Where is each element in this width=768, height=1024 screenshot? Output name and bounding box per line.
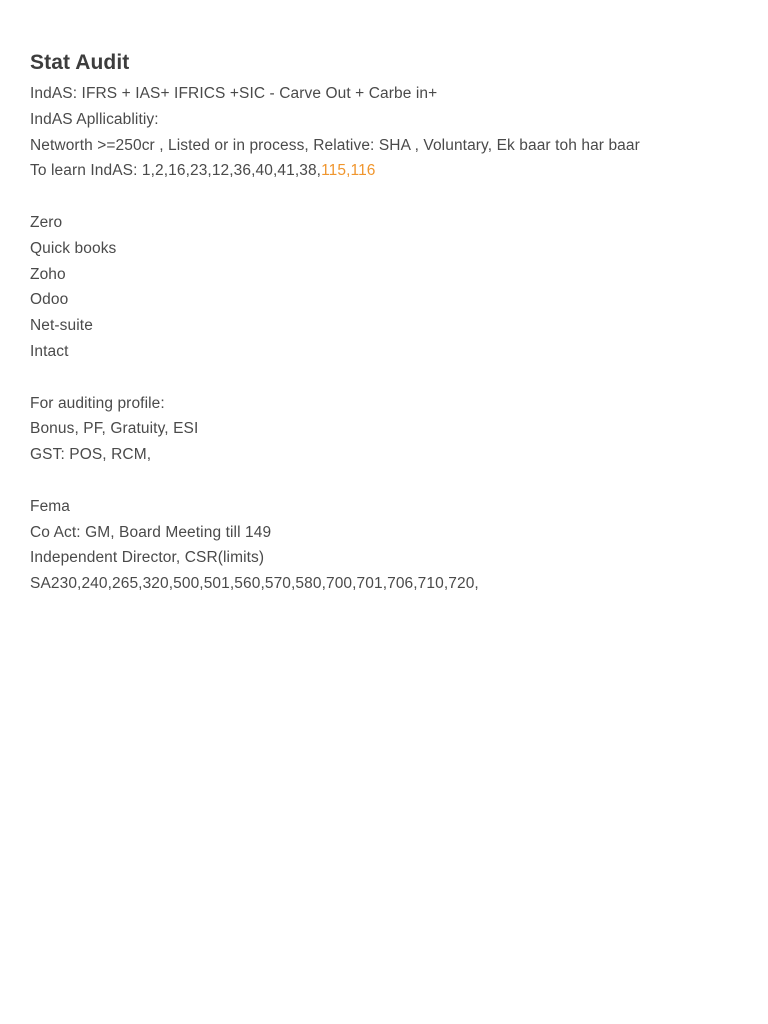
note-line[interactable]: For auditing profile:	[30, 394, 165, 412]
note-line[interactable]: IndAS Apllicablitiy:	[30, 110, 159, 128]
note-line-indas-list[interactable]	[30, 158, 738, 184]
note-line[interactable]: Independent Director, CSR(limits)	[30, 549, 265, 567]
note-title[interactable]: Stat Audit	[30, 51, 130, 74]
note-line[interactable]: Intact	[30, 342, 69, 360]
note-line[interactable]: SA230,240,265,320,500,501,560,570,580,700,701,706,710,720,	[30, 575, 479, 593]
note-line[interactable]: Bonus, PF, Gratuity, ESI	[30, 420, 199, 438]
highlighted-text: 115,116	[321, 162, 376, 180]
indas-list-text: To learn IndAS: 1,2,16,23,12,36,40,41,38,	[30, 162, 322, 180]
note-line[interactable]: Fema	[30, 497, 71, 515]
note-line[interactable]: IndAS: IFRS + IAS+ IFRICS +SIC - Carve Out + Carbe in+	[30, 85, 438, 102]
blank-line[interactable]	[30, 365, 738, 391]
note-line[interactable]: Networth >=250cr , Listed or in process, Relative: SHA , Voluntary, Ek baar toh har baar	[30, 136, 640, 154]
note-line[interactable]: Zero	[30, 213, 63, 231]
note-line[interactable]: Zoho	[30, 265, 66, 283]
note-line[interactable]: Odoo	[30, 291, 69, 309]
note-line[interactable]: Quick books	[30, 239, 117, 257]
note-line[interactable]: GST: POS, RCM,	[30, 446, 152, 464]
note-line[interactable]: Net-suite	[30, 317, 93, 335]
note-line[interactable]: Co Act: GM, Board Meeting till 149	[30, 523, 272, 541]
blank-line[interactable]	[30, 468, 738, 494]
blank-line[interactable]	[30, 184, 738, 210]
